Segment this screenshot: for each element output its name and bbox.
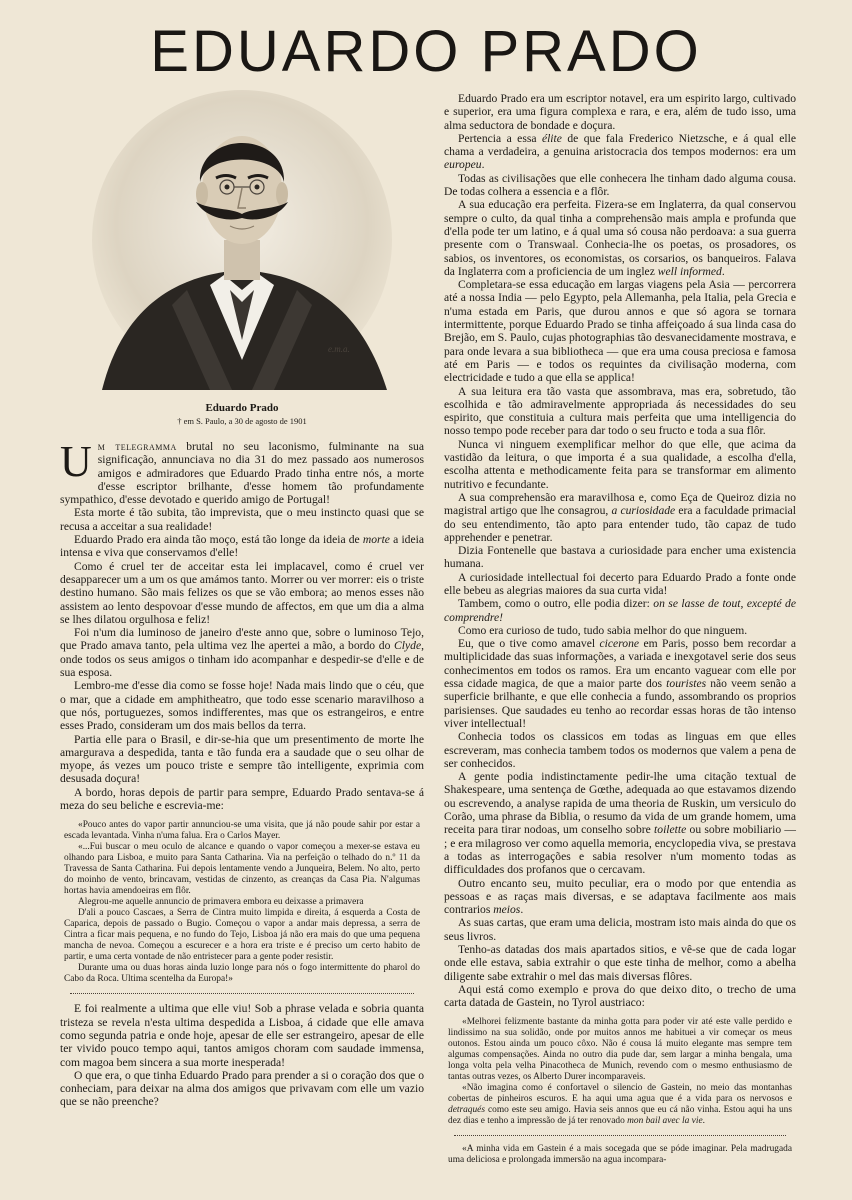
paragraph: Eu, que o tive como amavel cicerone em Paris, posso bem recordar a multiplicidade das suas informações, a variada e inexgotavel serie dos seus conhecimentos em todos os ramos. Era um encanto vaguear com elle por essa cidade magica, de que a maior parte dos touristes não veem senão a superficie brilhante, e que elle conhecia a fundo, assombrando os proprios parisienses. Que saudades eu tenho ao recordar essas horas de tão intenso viver intellectual!: [444, 637, 796, 730]
paragraph: A sua leitura era tão vasta que assombrava, mas era, sobretudo, tão escolhida e tão admiravelmente appropriada ás necessidades do seu espirito, que constituia a cultura mais perfeita que uma intelligencia do nosso tempo pode receber para dar todo o seu fructo e toda a sua flôr.: [444, 384, 796, 438]
paragraph: Como é cruel ter de acceitar esta lei implacavel, como é cruel ver desapparecer um a um os que amámos tanto. Morrer ou ver morrer: eis o triste destino humano. São mais felizes os que se vão embora; ao menos esses não assistem ao lento despovoar d'esse mundo de affectos, em que um dia a alma se lhes dilatou orgulhosa e feliz!: [60, 559, 424, 626]
dotted-divider: [70, 993, 414, 994]
letter-quote-continued: [444, 1144, 796, 1166]
paragraph: Um telegramma brutal no seu laconismo, fulminante na sua significação, annunciava no dia 31 do mez passado aos numerosos amigos e admiradores que Eduardo Prado tinha entre nós, a morte d'esse escriptor brilhante, d'esse homem tão profundamente sympathico, d'esse devotado e querido amigo de Portugal!: [60, 437, 424, 507]
paragraph: E foi realmente a ultima que elle viu! Sob a phrase velada e sobria quanta tristeza se revela n'esta ultima despedida a Lisboa, á cidade que elle amava como segunda patria e onde hoje, apesar de elle ser estrangeiro, apesar de elle ter vivido pouco tempo aqui, tantos amigos choram com saudade immensa, com magoa bem sincera a sua morte inesperada!: [60, 1002, 424, 1069]
paragraph: Eduardo Prado era um escriptor notavel, era um espirito largo, cultivado e superior, era uma figura complexa e rara, e era, além de tudo isso, uma alma seductora de bondade e doçura.: [444, 92, 796, 132]
dotted-divider: [454, 1135, 786, 1136]
paragraph: Completara-se essa educação em largas viagens pela Asia — percorrera até a nossa India — pelo Egypto, pela Allemanha, pela Italia, pela Grecia e n'uma estada em Paris, que durou annos e que só agora se tornara intermittente, porque Eduardo Prado se tinha affeiçoado á sua linda casa do Brejão, em S. Paulo, cujas photographias tão desvanecidamente mostrava, e para onde levara a sua bibliotheca — que era uma cousa preciosa e famosa até em Paris — e todos os requintes da civilisação moderna, com electricidade e tudo a que ella se applica!: [444, 278, 796, 385]
portrait-caption-death: † em S. Paulo, a 30 de agosto de 1901: [177, 416, 307, 426]
paragraph: A curiosidade intellectual foi decerto para Eduardo Prado a fonte onde elle bebeu as alegrias maiores da sua curta vida!: [444, 570, 796, 597]
paragraph: Eduardo Prado era ainda tão moço, está tão longe da ideia de morte a ideia intensa e viva que conservamos d'elle!: [60, 533, 424, 560]
paragraph: As suas cartas, que eram uma delicia, mostram isto mais ainda do que os seus livros.: [444, 916, 796, 943]
paragraph: A sua educação era perfeita. Fizera-se em Inglaterra, da qual conservou sempre o culto, da qual tinha a comprehensão mais ampla e profunda que d'ella pode ter um latino, e á qual uma só cousa não perdoava: a sua guerra presente com o Transwaal. Conhecia-lhe os poetas, os prosadores, os sabios, os inventores, os economistas, os corsarios, os banqueiros. Falava da Inglaterra com a proficiencia de um inglez well informed.: [444, 198, 796, 278]
paragraph: Todas as civilisações que elle conhecera lhe tinham dado alguma cousa. De todas colhera a essencia e a flôr.: [444, 171, 796, 199]
quote-paragraph: D'ali a pouco Cascaes, a Serra de Cintra muito limpida e direita, á esquerda a Costa de Caparica, depois de passado o Bugio. Começou o vapor a andar mais depressa, a serra de Cintra a ficar mais pequena, e no fundo do Tejo, Lisboa já não era mais do que uma pequena mancha de nevoa. Começou a escurecer e a hora era triste e é preciso um certo habito de partir, e uma certa vontade de não entristecer para a gente poder resistir.: [64, 908, 420, 963]
quote-paragraph: «Melhorei felizmente bastante da minha gotta para poder vir até este valle perdido e lindissimo na sua solidão, onde por muitos annos me habituei a vir começar os meus outonos. Estou ainda um pouco côxo. Não é cousa lá muito elegante mas sempre tem algumas compensações. Ainda no outro dia pude dar, sem largar a minha bengala, uma longa volta pela velha Pinacotheca de Munich, revendo com o mesmo enthusiasmo de tantas outras vezes, os Alberto Durer incomparaveis.: [448, 1017, 792, 1083]
engraver-signature: e.m.a.: [328, 344, 350, 354]
paragraph: O que era, o que tinha Eduardo Prado para prender a si o coração dos que o conheciam, para deixar na alma dos amigos que privavam com elle um vazio que se não preenche?: [60, 1068, 424, 1109]
portrait-caption-name: Eduardo Prado: [205, 402, 279, 414]
quote-paragraph: Durante uma ou duas horas ainda luzio longe para nós o fogo intermittente do pharol do Cabo da Roca. Ultima scentelha da Europa!»: [64, 963, 420, 985]
left-column: [60, 90, 424, 1109]
paragraph: Outro encanto seu, muito peculiar, era o modo por que entendia as pessoas e as raças mais diversas, e se adaptava facilmente aos mais contrarios meios.: [444, 876, 796, 917]
paragraph: Lembro-me d'esse dia como se fosse hoje! Nada mais lindo que o céu, que o mar, que a cidade em amphitheatro, que todo esse scenario maravilhoso a que nós, portuguezes, somos indifferentes, mas que os estrangeiros, e entre esses Prado, consideram um dos mais bellos da terra.: [60, 679, 424, 733]
right-column: [444, 92, 796, 1172]
paragraph: Conhecia todos os classicos em todas as linguas em que elles escreveram, mas conhecia tambem todos os modernos que valem a pena de ser conhecidos.: [444, 730, 796, 770]
paragraph: A bordo, horas depois de partir para sempre, Eduardo Prado sentava-se á meza do seu beliche e escrevia-me:: [60, 785, 424, 813]
paragraph: Como era curioso de tudo, tudo sabia melhor do que ninguem.: [458, 623, 748, 637]
page-title: EDUARDO PRADO: [150, 19, 702, 84]
paragraph: Pertencia a essa élite de que fala Frederico Nietzsche, e á qual elle chama a verdadeira, a genuina aristocracia dos tempos modernos: era um europeu.: [444, 131, 796, 172]
drop-cap: U: [60, 437, 92, 486]
paragraph: Aqui está como exemplo e prova do que deixo dito, o trecho de uma carta datada de Gastein, no Tyrol austriaco:: [444, 982, 796, 1010]
portrait-photo: [92, 90, 392, 390]
paragraph: Tenho-as datadas dos mais apartados sitios, e vê-se que de cada logar onde elle estava, sabia extrahir o que este tinha de melhor, como a abelha diligente sabe extrahir o mel das mais diversas flôres.: [444, 943, 796, 983]
quote-paragraph: «A minha vida em Gastein é a mais socegada que se póde imaginar. Pela madrugada uma deliciosa e prolongada immersão na agua incompara-: [448, 1144, 792, 1166]
paragraph: A gente podia indistinctamente pedir-lhe uma citação textual de Shakespeare, uma sentença de Gœthe, adequada ao que estavamos dizendo ou escrevendo, a analyse rapida de uma theoria de Ruskin, um versiculo do Corão, uma phrase da Biblia, o resumo da vida de um grande homem, uma receita para tirar nodoas, um conselho sobre toilette ou sobre mobiliario — ; e era milagroso ver como aquella memoria, encyclopedia viva, se prestava a todas as interrogações e sabia resolver n'um momento todas as difficuldades dos profanos que o cercavam.: [444, 770, 796, 877]
quote-paragraph: «Não imagina como é confortavel o silencio de Gastein, no meio das montanhas cobertas de pinheiros escuros. E ha aqui uma agua que é a vida para os nervosos e detraqués como este seu amigo. Havia seis annos que eu cá não vinha. Estou aqui ha uns dez dias e tenho a impressão de já ter renovado mon bail avec la vie.: [448, 1083, 792, 1127]
letter-quote: [60, 820, 424, 985]
paragraph: Nunca vi ninguem exemplificar melhor do que elle, que acima da vastidão da leitura, o que importa é a sua qualidade, a escolha d'ella, escolha attenta e methodicamente feita para se transformar em alimento nutritivo e fecundante.: [444, 437, 796, 491]
paragraph: Partia elle para o Brasil, e dir-se-hia que um presentimento de morte lhe amargurava a despedida, tanta e tão funda era a saudade que o seu olhar de myope, ás vezes um pouco triste e sempre tão intelligente, exprimia com desusada doçura!: [60, 732, 424, 786]
quote-paragraph: «...Fui buscar o meu oculo de alcance e quando o vapor começou a mexer-se estava eu olhando para Lisboa, e muito para Santa Catharina. Via na perfeição o telhado do n.º 11 da Travessa de Santa Catharina. Fui depois lentamente vendo a Junqueira, Belem. No alto, perto do moinho de vento, brincavam, vestidas de cinzento, as creanças da Casa Pia. N'algumas hortas havia amendoeiras em flôr.: [64, 842, 420, 897]
quote-paragraph: Alegrou-me aquelle annuncio de primavera embora eu deixasse a primavera: [78, 897, 364, 908]
portrait-engraving: [92, 90, 392, 390]
paragraph: Dizia Fontenelle que bastava a curiosidade para encher uma existencia humana.: [444, 544, 796, 571]
paragraph: A sua comprehensão era maravilhosa e, como Eça de Queiroz dizia no magistral artigo que lhe consagrou, a curiosidade era a faculdade primacial do seu entendimento, tão apto para entender tudo, tão capaz de tudo apprehender e penetrar.: [444, 490, 797, 544]
letter-quote: [444, 1017, 796, 1127]
paragraph: Esta morte é tão subita, tão imprevista, que o meu instincto quasi que se recusa a acceitar a sua realidade!: [60, 506, 424, 533]
paragraph: Foi n'um dia luminoso de janeiro d'este anno que, sobre o luminoso Tejo, que Prado amava tanto, pela ultima vez lhe apertei a mão, a bordo do Clyde, onde todos os seus amigos o tinham ido acompanhar e despedir-se d'elle e de sua esposa.: [60, 626, 424, 680]
paragraph: Tambem, como o outro, elle podia dizer: on se lasse de tout, excepté de comprendre!: [444, 597, 796, 624]
quote-paragraph: «Pouco antes do vapor partir annunciou-se uma visita, que já não poude sahir por estar a escada levantada. Vinha n'uma falua. Era o Carlos Mayer.: [64, 820, 420, 842]
